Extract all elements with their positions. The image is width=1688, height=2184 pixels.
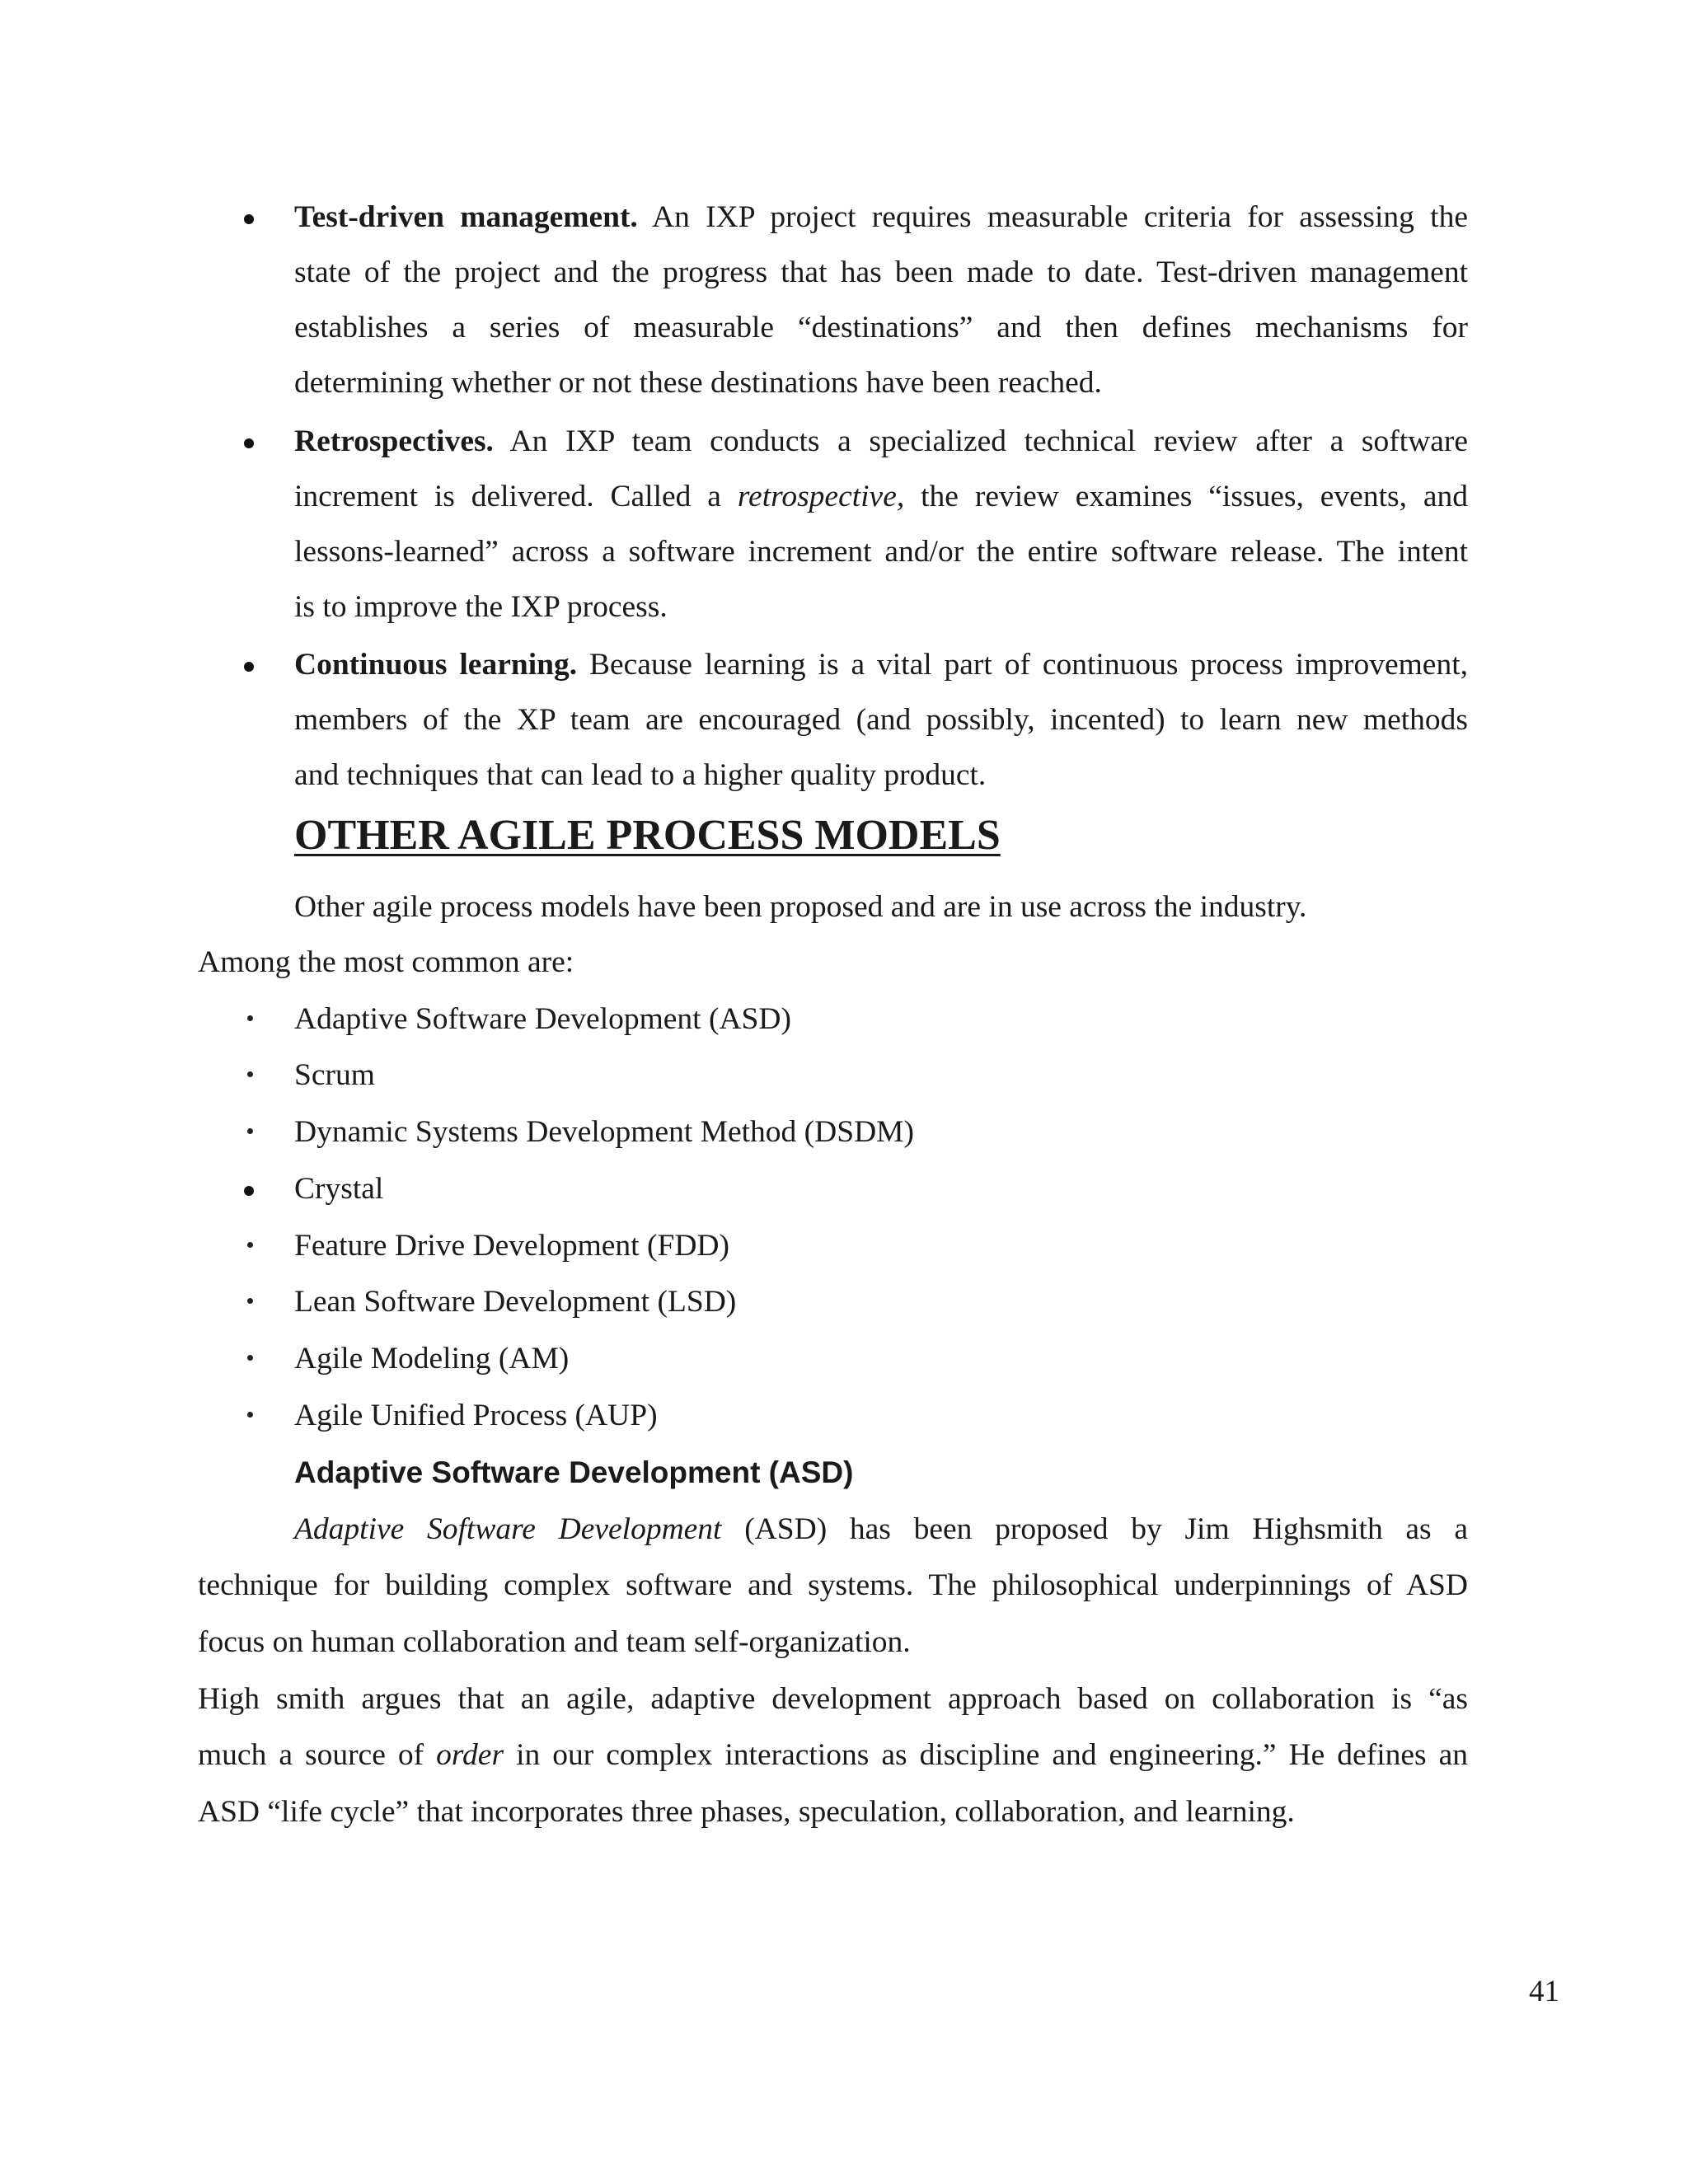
asd-paragraph-line-3: focus on human collaboration and team self-organization.	[198, 1625, 911, 1659]
bullet-icon	[247, 1400, 253, 1432]
bullet-retrospectives-line-2: increment is delivered. Called a retrospective, the review examines “issues, events, and	[294, 480, 1469, 513]
bullet-icon	[247, 1060, 253, 1091]
bullet-retrospectives-line-1: Retrospectives. An IXP team conducts a specialized technical review after a software	[294, 424, 1468, 458]
bullet-icon	[247, 1286, 253, 1318]
bullet-retrospectives-line-4: is to improve the IXP process.	[294, 590, 668, 624]
bullet-icon	[244, 1178, 254, 1209]
bullet-icon	[244, 430, 254, 462]
bullet-test-driven-line-1: Test-driven management. An IXP project requires measurable criteria for assessing the	[294, 200, 1468, 234]
model-list-item: Crystal	[294, 1172, 384, 1206]
bullet-icon	[247, 1117, 253, 1148]
asd-paragraph-line-1: Adaptive Software Development (ASD) has been proposed by Jim Highsmith as a	[294, 1512, 1468, 1546]
bullet-test-driven-line-4: determining whether or not these destinations have been reached.	[294, 366, 1102, 400]
bullet-icon	[247, 1343, 253, 1375]
subsection-heading: Adaptive Software Development (ASD)	[294, 1455, 854, 1489]
bullet-continuous-learning-line-2: members of the XP team are encouraged (and possibly, incented) to learn new methods	[294, 703, 1468, 737]
page-number: 41	[1529, 1975, 1559, 2008]
section-intro-line-1: Other agile process models have been proposed and are in use across the industry.	[294, 890, 1307, 924]
asd-paragraph-line-2: technique for building complex software and systems. The philosophical underpinnings of ASD	[198, 1568, 1468, 1602]
bullet-icon	[247, 1004, 253, 1035]
bullet-retrospectives-line-3: lessons-learned” across a software increment and/or the entire software release. The intent	[294, 535, 1468, 569]
bullet-continuous-learning-line-3: and techniques that can lead to a higher quality product.	[294, 758, 987, 792]
model-list-item: Feature Drive Development (FDD)	[294, 1229, 729, 1263]
model-list-item: Agile Modeling (AM)	[294, 1342, 570, 1376]
bullet-icon	[244, 654, 254, 685]
bullet-test-driven-line-3: establishes a series of measurable “destinations” and then defines mechanisms for	[294, 311, 1468, 344]
section-intro-line-2: Among the most common are:	[198, 945, 574, 979]
model-list-item: Agile Unified Process (AUP)	[294, 1399, 658, 1432]
bullet-icon	[247, 1230, 253, 1262]
bullet-title: Test-driven management.	[294, 200, 638, 234]
model-list-item: Lean Software Development (LSD)	[294, 1285, 737, 1319]
model-list-item: Dynamic Systems Development Method (DSDM)	[294, 1115, 914, 1149]
highsmith-paragraph-line-3: ASD “life cycle” that incorporates three phases, speculation, collaboration, and learning.	[198, 1795, 1295, 1829]
highsmith-paragraph-line-2: much a source of order in our complex interactions as discipline and engineering.” He defines an	[198, 1738, 1468, 1772]
bullet-test-driven-line-2: state of the project and the progress that has been made to date. Test-driven management	[294, 255, 1468, 289]
bullet-icon	[244, 206, 254, 237]
highsmith-paragraph-line-1: High smith argues that an agile, adaptive development approach based on collaboration is “as	[198, 1682, 1468, 1716]
model-list-item: Scrum	[294, 1058, 375, 1092]
section-heading: OTHER AGILE PROCESS MODELS	[294, 812, 1001, 859]
model-list-item: Adaptive Software Development (ASD)	[294, 1002, 791, 1036]
bullet-title: Retrospectives.	[294, 424, 494, 458]
bullet-title: Continuous learning.	[294, 648, 578, 682]
bullet-continuous-learning-line-1: Continuous learning. Because learning is a vital part of continuous process improvement,	[294, 648, 1468, 682]
